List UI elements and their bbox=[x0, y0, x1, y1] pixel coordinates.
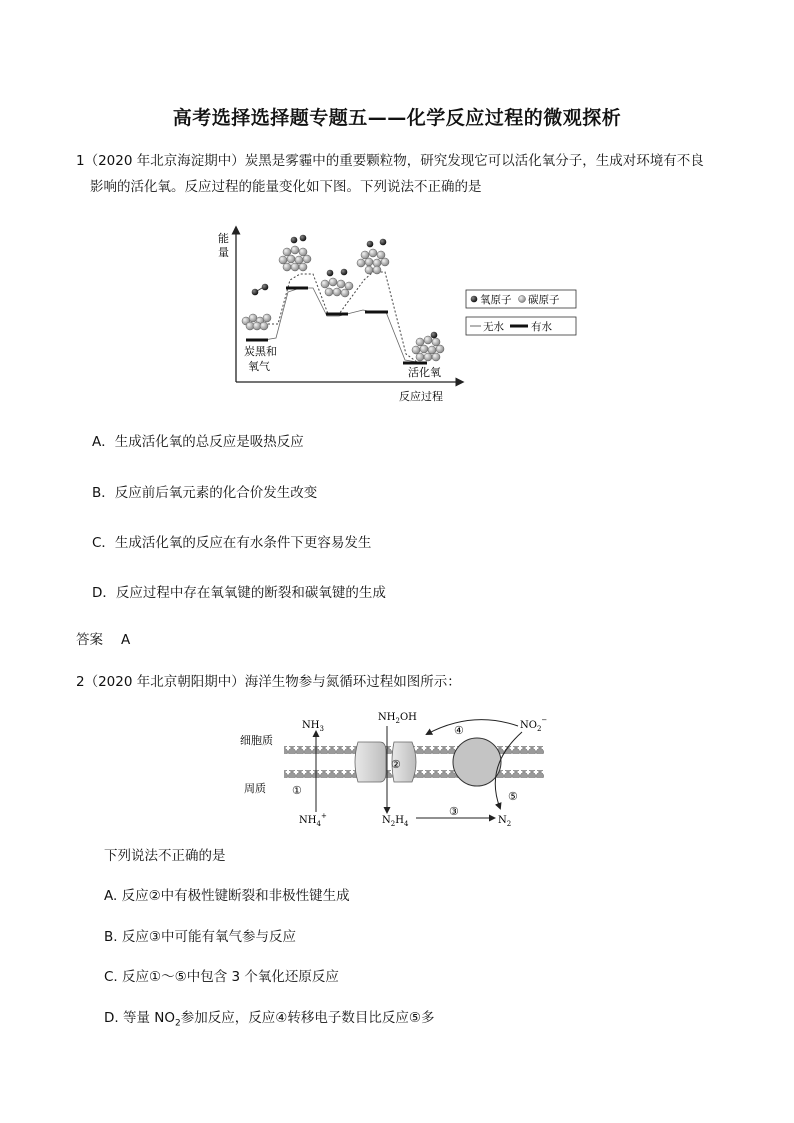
step4-marker: ④ bbox=[454, 724, 464, 737]
step5-marker: ⑤ bbox=[508, 790, 518, 803]
energy-diagram bbox=[210, 222, 585, 407]
start-label-1: 炭黑和 bbox=[244, 345, 277, 358]
q2-prompt: 下列说法不正确的是 bbox=[104, 848, 226, 864]
step3-marker: ③ bbox=[449, 805, 459, 818]
arrow-step4 bbox=[427, 720, 518, 734]
no2-label: $NO_2^-$ bbox=[520, 716, 548, 733]
q2-option-a: A. 反应②中有极性键断裂和非极性键生成 bbox=[104, 888, 350, 904]
n2h4-label: $N_2H_4$ bbox=[382, 815, 409, 828]
answer-label: 答案 bbox=[76, 632, 103, 648]
q2-option-b: B. 反应③中可能有氧气参与反应 bbox=[104, 929, 296, 945]
legend-nowater-label: 无水 bbox=[483, 321, 504, 333]
q2-option-c: C. 反应①～⑤中包含 3 个氧化还原反应 bbox=[104, 969, 339, 985]
oxygen-atom-icon bbox=[471, 296, 478, 303]
start-label-2: 氧气 bbox=[248, 360, 270, 373]
q1-stem-line2: 影响的活化氧。反应过程的能量变化如下图。下列说法不正确的是 bbox=[90, 179, 482, 195]
carbon-cluster-intermediate-icon bbox=[321, 269, 353, 297]
q1-option-b: B．反应前后氧元素的化合价发生改变 bbox=[92, 485, 318, 501]
carbon-cluster-ts1-icon bbox=[279, 235, 311, 271]
periplasm-label: 周质 bbox=[244, 782, 266, 795]
water-path bbox=[264, 288, 417, 362]
y-axis-label-2: 量 bbox=[218, 246, 229, 259]
answer-value: A bbox=[121, 632, 131, 648]
q1-stem-line1: 1（2020 年北京海淀期中）炭黑是雾霾中的重要颗粒物，研究发现它可以活化氧分子，生成对环境有不良 bbox=[76, 153, 704, 169]
enzyme-circle bbox=[453, 738, 501, 786]
q2-stem: 2（2020 年北京朝阳期中）海洋生物参与氮循环过程如图所示： bbox=[76, 674, 461, 690]
legend-oxygen-label: 氧原子 bbox=[480, 294, 512, 306]
legend-carbon-label: 碳原子 bbox=[528, 294, 560, 306]
page-title: 高考选择选择题专题五——化学反应过程的微观探析 bbox=[172, 107, 622, 129]
q1-option-d: D．反应过程中存在氧氧键的断裂和碳氧键的生成 bbox=[92, 585, 386, 601]
nh2oh-label: $NH_2OH$ bbox=[378, 712, 417, 725]
q1-option-c: C．生成活化氧的反应在有水条件下更容易发生 bbox=[92, 535, 372, 551]
q2-option-d: D. 等量 $NO_2$参加反应，反应④转移电子数目比反应⑤多 bbox=[104, 1010, 435, 1029]
channel-left-half bbox=[355, 742, 386, 782]
q1-option-a: A．生成活化氧的总反应是吸热反应 bbox=[92, 434, 304, 450]
nh3-label: $NH_3$ bbox=[302, 720, 324, 733]
oxygen-molecule-icon bbox=[252, 284, 269, 296]
legend-water-label: 有水 bbox=[531, 321, 552, 333]
x-axis-label: 反应过程 bbox=[399, 390, 443, 403]
y-axis-label-1: 能 bbox=[218, 232, 229, 245]
carbon-cluster-ts2-icon bbox=[357, 239, 389, 274]
step2-marker: ② bbox=[391, 758, 401, 771]
cytoplasm-label: 细胞质 bbox=[240, 734, 273, 747]
nitrogen-cycle-diagram bbox=[232, 708, 562, 833]
q1-answer bbox=[76, 630, 130, 650]
step1-marker: ① bbox=[292, 784, 302, 797]
carbon-cluster-end-icon bbox=[412, 332, 444, 361]
carbon-atom-icon bbox=[519, 296, 526, 303]
n2-label: $N_2$ bbox=[498, 815, 512, 828]
nh4-label: $NH_4^+$ bbox=[299, 812, 327, 828]
end-label: 活化氧 bbox=[408, 366, 441, 379]
carbon-cluster-start-icon bbox=[242, 314, 271, 330]
